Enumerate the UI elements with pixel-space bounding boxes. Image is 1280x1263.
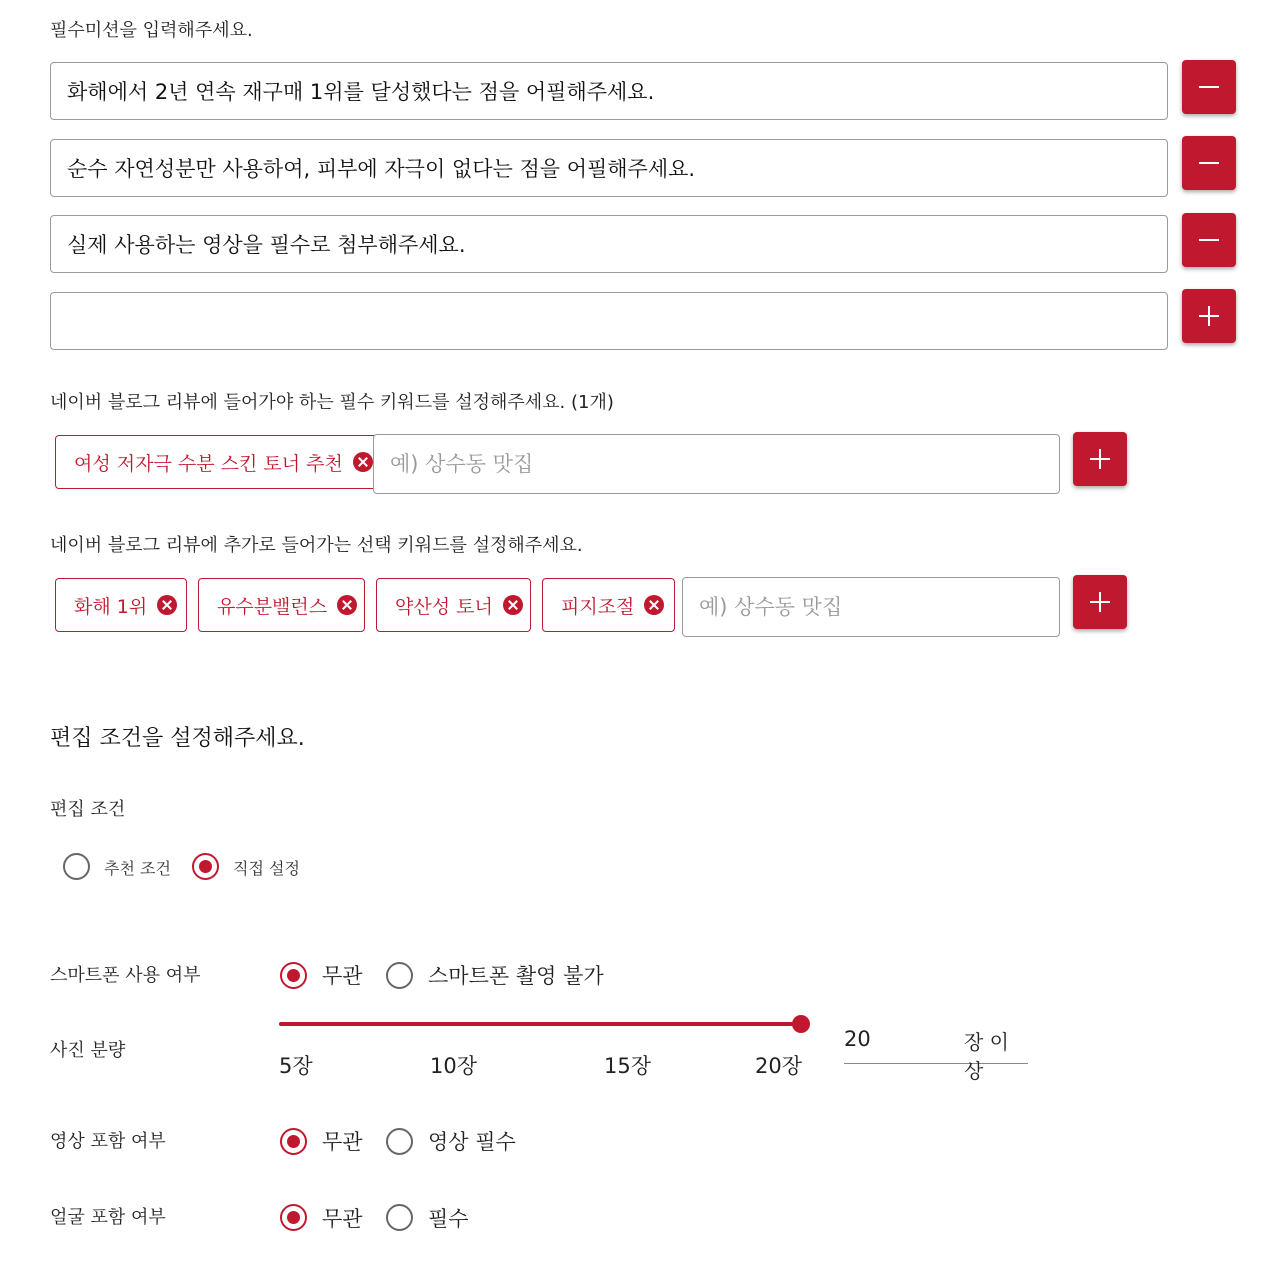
remove-circle-icon[interactable] <box>503 595 523 615</box>
keyword-chip <box>376 578 531 632</box>
radio-video-any[interactable] <box>280 1128 307 1155</box>
mission-field-1[interactable]: 화해에서 2년 연속 재구매 1위를 달성했다는 점을 어필해주세요. <box>50 62 1168 120</box>
minus-icon <box>1199 162 1219 165</box>
keyword-chip <box>198 578 365 632</box>
optional-keywords-heading: 네이버 블로그 리뷰에 추가로 들어가는 선택 키워드를 설정해주세요. <box>50 535 583 556</box>
add-required-keyword-button[interactable] <box>1073 432 1127 486</box>
radio-video-required[interactable] <box>386 1128 413 1155</box>
required-keywords-heading: 네이버 블로그 리뷰에 들어가야 하는 필수 키워드를 설정해주세요. (1개) <box>50 392 614 413</box>
radio-smartphone-any[interactable] <box>280 962 307 989</box>
radio-face-required[interactable] <box>386 1204 413 1231</box>
radio-custom[interactable] <box>192 853 219 880</box>
mission-field-2[interactable]: 순수 자연성분만 사용하여, 피부에 자극이 없다는 점을 어필해주세요. <box>50 139 1168 197</box>
radio-smartphone-no[interactable] <box>386 962 413 989</box>
photo-label: 사진 분량 <box>50 1040 126 1061</box>
mission-field-new[interactable] <box>50 292 1168 350</box>
minus-icon <box>1199 239 1219 242</box>
optional-keyword-input[interactable] <box>682 577 1060 637</box>
add-mission-button[interactable] <box>1182 289 1236 343</box>
keyword-chip <box>542 578 675 632</box>
radio-smartphone-no-label: 스마트폰 촬영 불가 <box>428 964 604 988</box>
photo-slider-track[interactable] <box>279 1022 801 1026</box>
photo-tick-20: 20장 <box>755 1054 803 1078</box>
mission-field-3[interactable]: 실제 사용하는 영상을 필수로 첨부해주세요. <box>50 215 1168 273</box>
remove-mission-button-2[interactable] <box>1182 136 1236 190</box>
keyword-chip <box>55 578 187 632</box>
photo-count-unit: 장 이상 <box>964 1030 1009 1083</box>
photo-tick-10: 10장 <box>430 1054 478 1078</box>
remove-circle-icon[interactable] <box>157 595 177 615</box>
photo-tick-5: 5장 <box>279 1054 313 1078</box>
keyword-chip-label: 화해 1위 <box>74 595 148 618</box>
radio-recommended-label: 추천 조건 <box>104 859 171 878</box>
photo-tick-15: 15장 <box>604 1054 652 1078</box>
photo-slider-fill <box>279 1022 801 1026</box>
minus-icon <box>1199 86 1219 89</box>
remove-mission-button-1[interactable] <box>1182 60 1236 114</box>
radio-face-required-label: 필수 <box>428 1207 469 1231</box>
radio-smartphone-any-label: 무관 <box>322 964 363 988</box>
remove-circle-icon[interactable] <box>353 452 373 472</box>
face-label: 얼굴 포함 여부 <box>50 1207 166 1228</box>
add-optional-keyword-button[interactable] <box>1073 575 1127 629</box>
radio-face-any-label: 무관 <box>322 1207 363 1231</box>
radio-face-any[interactable] <box>280 1204 307 1231</box>
keyword-chip-label: 여성 저자극 수분 스킨 토너 추천 <box>74 452 343 475</box>
radio-recommended[interactable] <box>63 853 90 880</box>
smartphone-label: 스마트폰 사용 여부 <box>50 965 201 986</box>
edit-condition-label: 편집 조건 <box>50 799 126 820</box>
keyword-chip-label: 약산성 토너 <box>395 595 493 618</box>
keyword-chip <box>55 435 386 489</box>
radio-video-required-label: 영상 필수 <box>428 1130 516 1154</box>
edit-section-title: 편집 조건을 설정해주세요. <box>50 726 305 751</box>
mission-heading: 필수미션을 입력해주세요. <box>50 20 253 41</box>
remove-circle-icon[interactable] <box>337 595 357 615</box>
photo-slider-thumb[interactable] <box>792 1015 810 1033</box>
video-label: 영상 포함 여부 <box>50 1131 166 1152</box>
keyword-chip-label: 피지조절 <box>561 595 635 618</box>
remove-circle-icon[interactable] <box>644 595 664 615</box>
photo-count-value: 20 <box>844 1027 871 1051</box>
radio-custom-label: 직접 설정 <box>233 859 300 878</box>
radio-video-any-label: 무관 <box>322 1130 363 1154</box>
keyword-chip-label: 유수분밸런스 <box>217 595 328 618</box>
remove-mission-button-3[interactable] <box>1182 213 1236 267</box>
required-keyword-input[interactable] <box>373 434 1060 494</box>
photo-count-field[interactable] <box>844 1020 1028 1083</box>
